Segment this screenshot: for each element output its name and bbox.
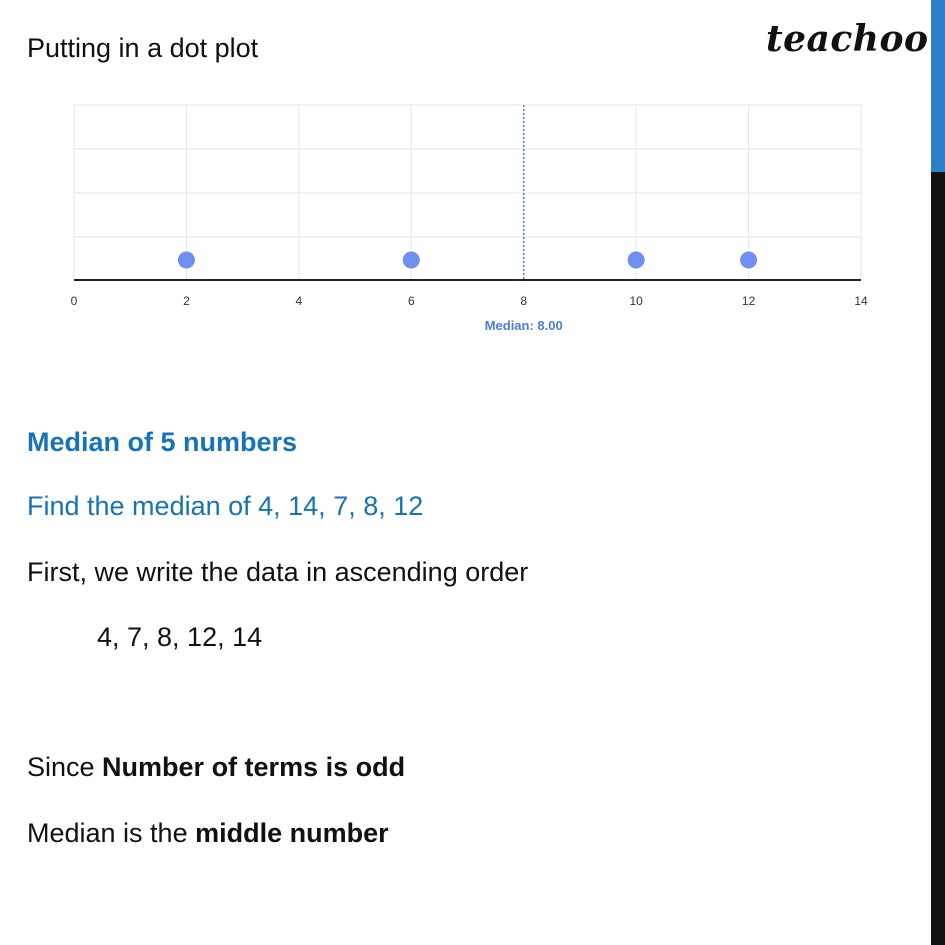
sorted-data: 4, 7, 8, 12, 14: [97, 622, 263, 652]
dot-plot: [40, 90, 880, 340]
scrollbar[interactable]: [931, 0, 945, 945]
heading: Putting in a dot plot: [27, 33, 259, 63]
data-point-2: [628, 252, 645, 269]
x-tick-labels: [71, 294, 868, 308]
scrollbar-thumb[interactable]: [931, 0, 945, 172]
since-prefix: Since: [27, 752, 103, 782]
teachoo-logo: teachoo: [766, 18, 929, 60]
middle-number-bold: middle number: [195, 818, 389, 848]
odd-terms-bold: Number of terms is odd: [102, 752, 406, 782]
horizontal-gridlines: [74, 105, 861, 237]
step-ascending-order: First, we write the data in ascending order: [27, 557, 529, 587]
x-tick-6: 6: [407, 294, 415, 308]
x-tick-8: 8: [520, 294, 528, 308]
data-point-3: [740, 252, 757, 269]
data-point-0: [178, 252, 195, 269]
section-title: Median of 5 numbers: [27, 427, 298, 457]
data-point-1: [403, 252, 420, 269]
x-tick-12: 12: [741, 294, 756, 308]
odd-terms-statement: [27, 751, 405, 783]
middle-number-statement: [27, 817, 389, 849]
x-tick-2: 2: [183, 294, 190, 308]
x-tick-10: 10: [629, 294, 643, 308]
clipped-overflow-strip: [75, 338, 885, 342]
median-prefix: Median is the: [27, 818, 196, 848]
x-tick-0: 0: [70, 294, 78, 308]
x-tick-4: 4: [295, 294, 303, 308]
median-label: Median: 8.00: [484, 318, 563, 333]
x-tick-14: 14: [854, 294, 868, 308]
question-text: Find the median of 4, 14, 7, 8, 12: [27, 491, 424, 521]
data-points: [178, 252, 757, 269]
